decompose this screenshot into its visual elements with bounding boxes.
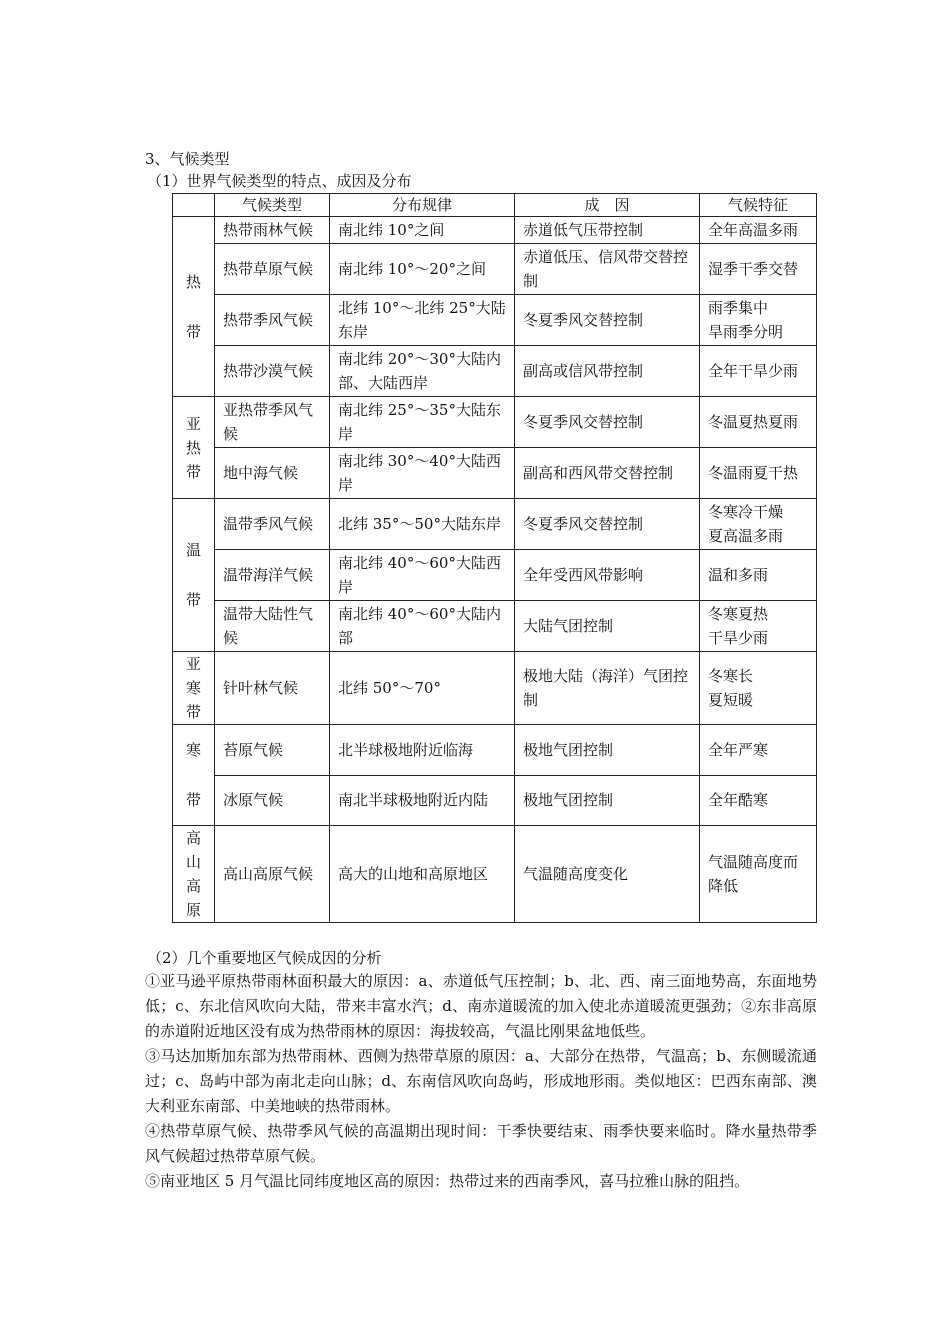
cause-cell: 极地气团控制 xyxy=(515,725,700,776)
feature-cell: 冬温夏热夏雨 xyxy=(700,397,817,448)
climate-type-cell: 热带季风气候 xyxy=(215,295,330,346)
table-row xyxy=(173,601,817,652)
distribution-cell: 高大的山地和高原地区 xyxy=(330,826,515,923)
section-title: 3、气候类型 xyxy=(145,150,230,168)
climate-type-cell: 亚热带季风气候 xyxy=(215,397,330,448)
climate-zone-label: 高山高原 xyxy=(186,829,202,919)
feature-cell: 全年高温多雨 xyxy=(700,217,817,244)
feature-cell: 雨季集中 旱雨季分明 xyxy=(700,295,817,346)
table-row xyxy=(173,346,817,397)
climate-type-cell: 温带海洋气候 xyxy=(215,550,330,601)
cause-cell: 赤道低气压带控制 xyxy=(515,217,700,244)
climate-type-cell: 热带草原气候 xyxy=(215,244,330,295)
cause-cell: 极地大陆（海洋）气团控制 xyxy=(515,652,700,725)
header-cell-type: 气候类型 xyxy=(215,194,330,217)
distribution-cell: 北纬 10°～北纬 25°大陆东岸 xyxy=(330,295,515,346)
cause-cell: 冬夏季风交替控制 xyxy=(515,397,700,448)
header-cell-zone xyxy=(173,194,215,217)
cause-cell: 冬夏季风交替控制 xyxy=(515,295,700,346)
cause-cell: 全年受西风带影响 xyxy=(515,550,700,601)
table-row xyxy=(173,448,817,499)
cause-cell: 副高或信风带控制 xyxy=(515,346,700,397)
table-row xyxy=(173,550,817,601)
cause-cell: 大陆气团控制 xyxy=(515,601,700,652)
climate-zone-label: 寒带 xyxy=(186,741,202,809)
feature-cell: 全年酷寒 xyxy=(700,775,817,826)
distribution-cell: 南北纬 30°～40°大陆西岸 xyxy=(330,448,515,499)
table-row xyxy=(173,295,817,346)
distribution-cell: 南北纬 40°～60°大陆西岸 xyxy=(330,550,515,601)
subsection-title-2: （2）几个重要地区气候成因的分析 xyxy=(147,949,382,967)
table-row xyxy=(173,725,817,776)
header-cell-distribution: 分布规律 xyxy=(330,194,515,217)
distribution-cell: 南北纬 10°～20°之间 xyxy=(330,244,515,295)
climate-table xyxy=(172,193,817,923)
cause-cell: 赤道低压、信风带交替控制 xyxy=(515,244,700,295)
climate-zone-cell xyxy=(173,397,215,499)
climate-type-cell: 针叶林气候 xyxy=(215,652,330,725)
cause-cell: 极地气团控制 xyxy=(515,775,700,826)
table-row xyxy=(173,775,817,826)
analysis-paragraph-3: ④热带草原气候、热带季风气候的高温期出现时间：干季快要结束、雨季快要来临时。降水量热带季风气候超过热带草原气候。 xyxy=(145,1122,817,1165)
feature-cell: 冬寒夏热 干旱少雨 xyxy=(700,601,817,652)
feature-cell: 全年干旱少雨 xyxy=(700,346,817,397)
analysis-paragraph-2: ③马达加斯加东部为热带雨林、西侧为热带草原的原因：a、大部分在热带，气温高；b、东侧暖流通过；c、岛屿中部为南北走向山脉；d、东南信风吹向岛屿，形成地形雨。类似地区：巴西东南部、澳大利亚东南部、中美地峡的热带雨林。 xyxy=(145,1047,817,1115)
distribution-cell: 北纬 50°～70° xyxy=(330,652,515,725)
climate-type-cell: 苔原气候 xyxy=(215,725,330,776)
climate-type-cell: 高山高原气候 xyxy=(215,826,330,923)
climate-zone-cell xyxy=(173,217,215,397)
subsection-title-1: （1）世界气候类型的特点、成因及分布 xyxy=(147,172,412,190)
distribution-cell: 北半球极地附近临海 xyxy=(330,725,515,776)
climate-type-cell: 温带季风气候 xyxy=(215,499,330,550)
climate-zone-cell xyxy=(173,725,215,826)
distribution-cell: 南北纬 10°之间 xyxy=(330,217,515,244)
feature-cell: 湿季干季交替 xyxy=(700,244,817,295)
distribution-cell: 南北半球极地附近内陆 xyxy=(330,775,515,826)
feature-cell: 气温随高度而降低 xyxy=(700,826,817,923)
table-body xyxy=(173,217,817,923)
climate-zone-label: 亚寒带 xyxy=(186,655,202,721)
table-row xyxy=(173,499,817,550)
climate-zone-label: 温带 xyxy=(186,541,202,609)
feature-cell: 温和多雨 xyxy=(700,550,817,601)
climate-zone-cell xyxy=(173,652,215,725)
feature-cell: 冬寒长 夏短暖 xyxy=(700,652,817,725)
header-cell-feature: 气候特征 xyxy=(700,194,817,217)
table-row xyxy=(173,244,817,295)
header-cell-cause: 成 因 xyxy=(515,194,700,217)
table-row xyxy=(173,217,817,244)
feature-cell: 冬寒冷干燥 夏高温多雨 xyxy=(700,499,817,550)
table-header-row xyxy=(173,194,817,217)
distribution-cell: 南北纬 25°～35°大陆东岸 xyxy=(330,397,515,448)
cause-cell: 副高和西风带交替控制 xyxy=(515,448,700,499)
feature-cell: 冬温雨夏干热 xyxy=(700,448,817,499)
table-row xyxy=(173,826,817,923)
climate-type-cell: 地中海气候 xyxy=(215,448,330,499)
analysis-section xyxy=(145,947,817,1194)
distribution-cell: 南北纬 40°～60°大陆内部 xyxy=(330,601,515,652)
cause-cell: 冬夏季风交替控制 xyxy=(515,499,700,550)
analysis-paragraph-1: ①亚马逊平原热带雨林面积最大的原因：a、赤道低气压控制；b、北、西、南三面地势高，东面地势低；c、东北信风吹向大陆，带来丰富水汽；d、南赤道暖流的加入使北赤道暖流更强劲；②东非高原的赤道附近地区没有成为热带雨林的原因：海拔较高，气温比刚果盆地低些。 xyxy=(145,972,817,1040)
climate-zone-label: 热带 xyxy=(186,272,202,341)
analysis-paragraph-4: ⑤南亚地区 5 月气温比同纬度地区高的原因：热带过来的西南季风，喜马拉雅山脉的阻挡。 xyxy=(145,1172,750,1190)
table-row xyxy=(173,397,817,448)
document-page xyxy=(145,148,817,1194)
climate-zone-cell xyxy=(173,499,215,652)
table-row xyxy=(173,652,817,725)
distribution-cell: 南北纬 20°～30°大陆内部、大陆西岸 xyxy=(330,346,515,397)
climate-type-cell: 热带沙漠气候 xyxy=(215,346,330,397)
feature-cell: 全年严寒 xyxy=(700,725,817,776)
distribution-cell: 北纬 35°～50°大陆东岸 xyxy=(330,499,515,550)
climate-type-cell: 温带大陆性气候 xyxy=(215,601,330,652)
climate-type-cell: 热带雨林气候 xyxy=(215,217,330,244)
cause-cell: 气温随高度变化 xyxy=(515,826,700,923)
climate-zone-label: 亚热带 xyxy=(186,414,202,481)
climate-type-cell: 冰原气候 xyxy=(215,775,330,826)
climate-zone-cell xyxy=(173,826,215,923)
